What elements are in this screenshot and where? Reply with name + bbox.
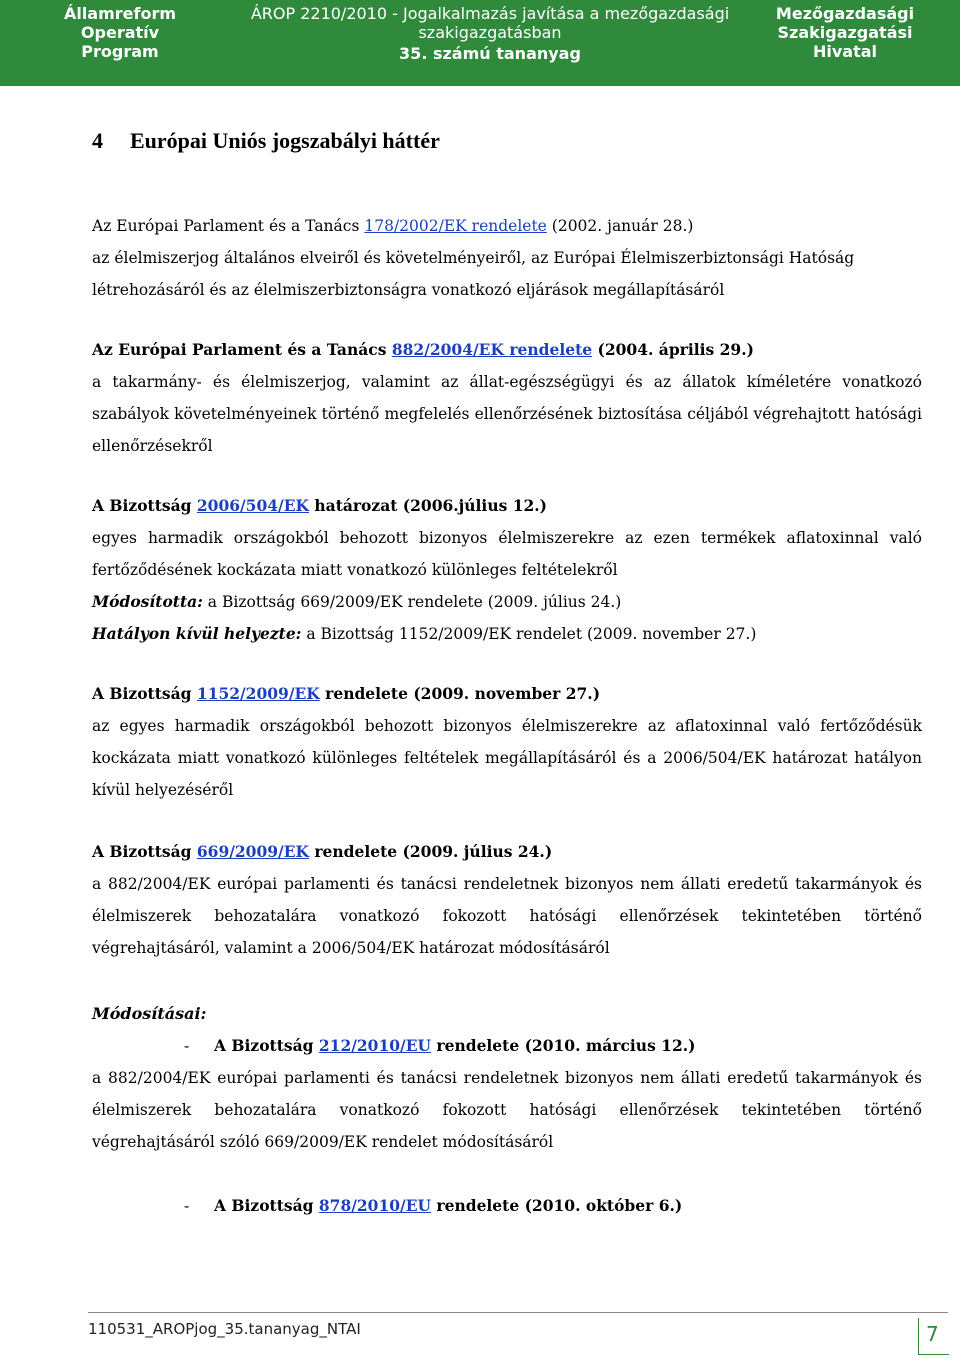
regulation-entry	[92, 334, 922, 462]
entry-title-prefix: A Bizottság	[214, 1036, 319, 1055]
regulation-entry	[92, 836, 922, 964]
list-dash: -	[184, 1197, 190, 1215]
entry-body: a 882/2004/EK európai parlamenti és tanácsi rendeletnek bizonyos nem állati eredetű takarmányok és élelmiszerek behozatalára vonatkozó fokozott hatósági ellenőrzések tekintetében történő végrehajtásáról, valamint a 2006/504/EK határozat módosításáról	[92, 875, 922, 957]
repeal-note-text: a Bizottság 1152/2009/EK rendelet (2009. november 27.)	[301, 625, 757, 643]
entry-title-suffix: rendelete (2010. március 12.)	[431, 1036, 696, 1055]
header-right-line: Hivatal	[812, 42, 878, 61]
header-left	[40, 4, 200, 61]
entry-title	[92, 210, 922, 242]
regulation-entry	[92, 210, 922, 306]
list-dash: -	[184, 1037, 190, 1055]
header-left-line: Program	[81, 42, 159, 61]
amendment-note	[92, 586, 922, 618]
section-number: 4	[92, 128, 103, 153]
entry-body: az élelmiszerjog általános elveiről és követelményeiről, az Európai Élelmiszerbiztonsági Hatóság létrehozásáról és az élelmiszerbiztonságra vonatkozó eljárások megállapításáról	[92, 249, 855, 299]
document-body	[92, 124, 922, 1222]
header-left-line: Államreform	[63, 4, 177, 23]
modifications-section	[92, 998, 922, 1222]
amendment-note-label: Módosította:	[92, 592, 203, 611]
modifications-label: Módosításai:	[92, 1004, 207, 1023]
regulation-link[interactable]: 1152/2009/EK	[196, 684, 320, 703]
entry-title-suffix: rendelete (2009. július 24.)	[308, 842, 553, 861]
regulation-entry	[92, 490, 922, 650]
section-heading	[92, 124, 922, 158]
regulation-link[interactable]: 212/2010/EU	[318, 1036, 432, 1055]
regulation-link[interactable]: 2006/504/EK	[196, 496, 309, 515]
modification-item-title	[92, 1030, 922, 1062]
entry-title-prefix: A Bizottság	[92, 496, 197, 515]
entry-title-suffix: rendelete (2009. november 27.)	[319, 684, 601, 703]
page-number: 7	[926, 1322, 939, 1346]
entry-body: az egyes harmadik országokból behozott bizonyos élelmiszerekre az aflatoxinnal való fertőződésük kockázata miatt vonatkozó különleges feltételek megállapításáról és a 2006/504/EK határozat hatályon kívül helyezéséről	[92, 717, 922, 799]
footer-document-code: 110531_AROPjog_35.tananyag_NTAI	[88, 1320, 361, 1338]
entry-title	[92, 678, 922, 710]
regulation-link[interactable]: 882/2004/EK rendelete	[391, 340, 593, 359]
entry-title-suffix: rendelete (2010. október 6.)	[431, 1196, 683, 1215]
regulation-link[interactable]: 878/2010/EU	[318, 1196, 432, 1215]
page-header	[0, 0, 960, 86]
repeal-note	[92, 618, 922, 650]
header-middle-line: ÁROP 2210/2010 - Jogalkalmazás javítása a mezőgazdasági	[250, 4, 730, 23]
regulation-entry	[92, 678, 922, 806]
modification-item-title	[92, 1190, 922, 1222]
modification-item-body: a 882/2004/EK európai parlamenti és tanácsi rendeletnek bizonyos nem állati eredetű takarmányok és élelmiszerek behozatalára vonatkozó fokozott hatósági ellenőrzések tekintetében történő végrehajtásáról szóló 669/2009/EK rendelet módosításáról	[92, 1069, 922, 1151]
header-right	[760, 4, 930, 61]
regulation-link[interactable]: 178/2002/EK rendelete	[364, 217, 547, 235]
header-left-line: Operatív	[80, 23, 160, 42]
entry-title-prefix: A Bizottság	[92, 842, 197, 861]
entry-title-suffix: (2002. január 28.)	[546, 217, 694, 235]
entry-title-suffix: (2004. április 29.)	[592, 340, 754, 359]
entry-body: a takarmány- és élelmiszerjog, valamint az állat-egészségügyi és az állatok kíméletére vonatkozó szabályok követelményeinek történő megfelelés ellenőrzésének biztosítása céljából végrehajtott hatósági ellenőrzésekről	[92, 373, 922, 455]
entry-title-prefix: A Bizottság	[92, 684, 197, 703]
entry-title	[92, 836, 922, 868]
header-right-line: Szakigazgatási	[777, 23, 913, 42]
section-title: Európai Uniós jogszabályi háttér	[130, 128, 440, 153]
amendment-note-text: a Bizottság 669/2009/EK rendelete (2009. július 24.)	[202, 593, 622, 611]
header-middle-line: 35. számú tananyag	[399, 44, 581, 63]
entry-body: egyes harmadik országokból behozott bizonyos élelmiszerekre az ezen termékek aflatoxinnal való fertőződésének kockázata miatt vonatkozó különleges feltételekről	[92, 529, 922, 579]
entry-title-prefix: Az Európai Parlament és a Tanács	[92, 340, 392, 359]
footer-divider	[88, 1312, 948, 1313]
entry-title-prefix: A Bizottság	[214, 1196, 319, 1215]
entry-title-suffix: határozat (2006.július 12.)	[308, 496, 548, 515]
header-middle	[240, 4, 740, 63]
entry-title-prefix: Az Európai Parlament és a Tanács	[92, 217, 365, 235]
regulation-link[interactable]: 669/2009/EK	[196, 842, 309, 861]
entry-title	[92, 490, 922, 522]
header-middle-line: szakigazgatásban	[418, 23, 562, 42]
header-right-line: Mezőgazdasági	[775, 4, 915, 23]
entry-title	[92, 334, 922, 366]
repeal-note-label: Hatályon kívül helyezte:	[92, 624, 302, 643]
